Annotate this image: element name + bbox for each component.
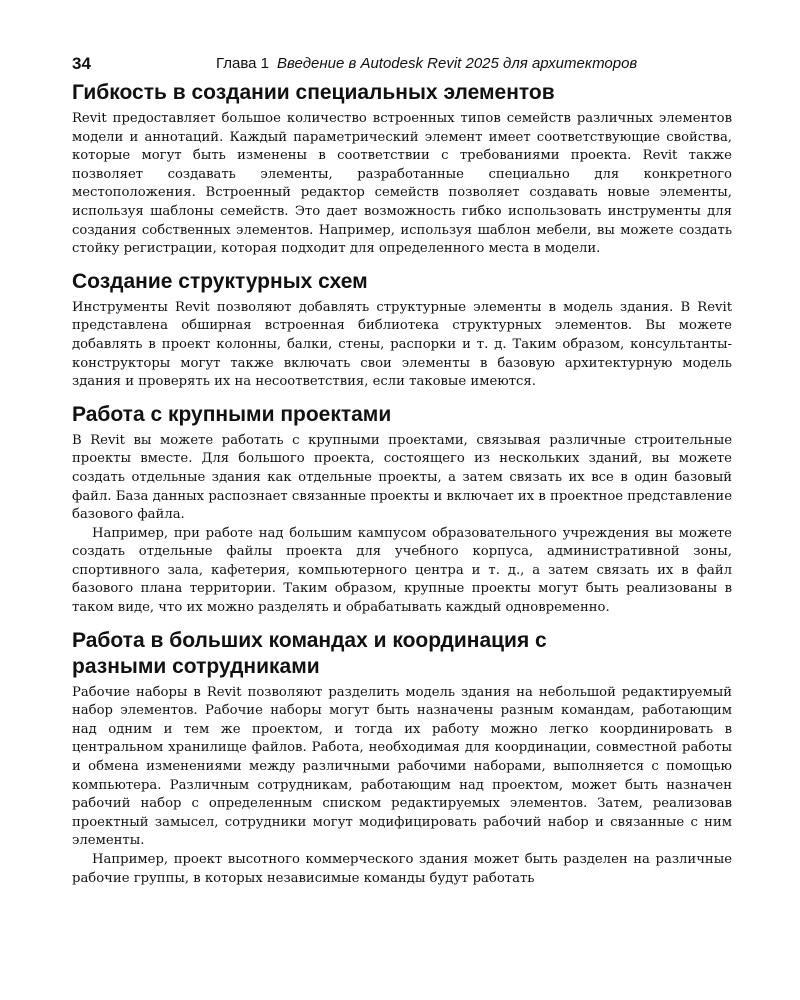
- section-heading: Гибкость в создании специальных элементов: [72, 81, 555, 104]
- chapter-title: Введение в Autodesk Revit 2025 для архитекторов: [277, 55, 638, 72]
- chapter-label: Глава 1: [216, 55, 270, 72]
- page-number: 34: [72, 54, 91, 73]
- section-teams: [72, 628, 732, 889]
- section-large-projects: [72, 402, 732, 618]
- paragraph: Рабочие наборы в Revit позволяют разделить модель здания на небольшой редактируемый набор элементов. Рабочие наборы могут быть назначены разным командам, работающим над одним и тем же проектом, и тогда их работу можно легко координировать в центральном хранилище файлов. Работа, необходимая для координации, совместной работы и обмена изменениями между различными рабочими наборами, выполняется с помощью компьютера. Различным сотрудникам, работающим над проектом, может быть назначен рабочий набор с определенным списком редактируемых элементов. Затем, реализовав проектный замысел, сотрудники могут модифицировать рабочий набор и связанные с ним элементы.: [72, 684, 732, 849]
- section-heading: Работа с крупными проектами: [72, 402, 392, 426]
- paragraph: В Revit вы можете работать с крупными проектами, связывая различные строительные проекты вместе. Для большого проекта, состоящего из нескольких зданий, вы можете создать отдельные здания как отдельные проекты, а затем связать их все в один базовый файл. База данных распознает связанные проекты и включает их в проектное представление базового файла.: [72, 432, 732, 523]
- section-heading: Создание структурных схем: [72, 269, 368, 293]
- paragraph: Revit предоставляет большое количество встроенных типов семейств различных элементов модели и аннотаций. Каждый параметрический элемент имеет соответствующие свойства, которые могут быть изменены в соответствии с требованиями проекта. Revit также позволяет создавать элементы, разработанные специально для конкретного местоположения. Встроенный редактор семейств позволяет создавать новые элементы, используя шаблоны семейств. Это дает возможность гибко использовать инструменты для создания собственных элементов. Например, используя шаблон мебели, вы можете создать стойку регистрации, которая подходит для определенного места в модели.: [72, 111, 732, 257]
- paragraph: Инструменты Revit позволяют добавлять структурные элементы в модель здания. В Revit представлена обширная встроенная библиотека структурных элементов. Вы можете добавлять в проект колонны, балки, стены, распорки и т. д. Таким образом, консультанты-конструкторы могут также включать свои элементы в базовую архитектурную модель здания и проверять их на несоответствия, если таковые имеются.: [72, 299, 732, 390]
- running-header: [72, 52, 732, 80]
- paragraph: Например, при работе над большим кампусом образовательного учреждения вы можете создать отдельные файлы проекта для учебного корпуса, административной зоны, спортивного зала, кафетерия, компьютерного центра и т. д., а затем связать их в файл базового плана территории. Таким образом, крупные проекты могут быть реализованы в таком виде, что их можно разделять и обрабатывать каждый одновременно.: [72, 525, 732, 616]
- paragraph: Например, проект высотного коммерческого здания может быть разделен на различные рабочие группы, в которых независимые команды будут работать: [72, 852, 732, 886]
- section-heading: Работа в больших командах и координация с разными сотрудниками: [72, 628, 547, 678]
- document-page: [72, 52, 732, 898]
- chapter-info: [216, 55, 637, 72]
- section-structural: [72, 269, 732, 392]
- section-flexibility: [72, 80, 732, 259]
